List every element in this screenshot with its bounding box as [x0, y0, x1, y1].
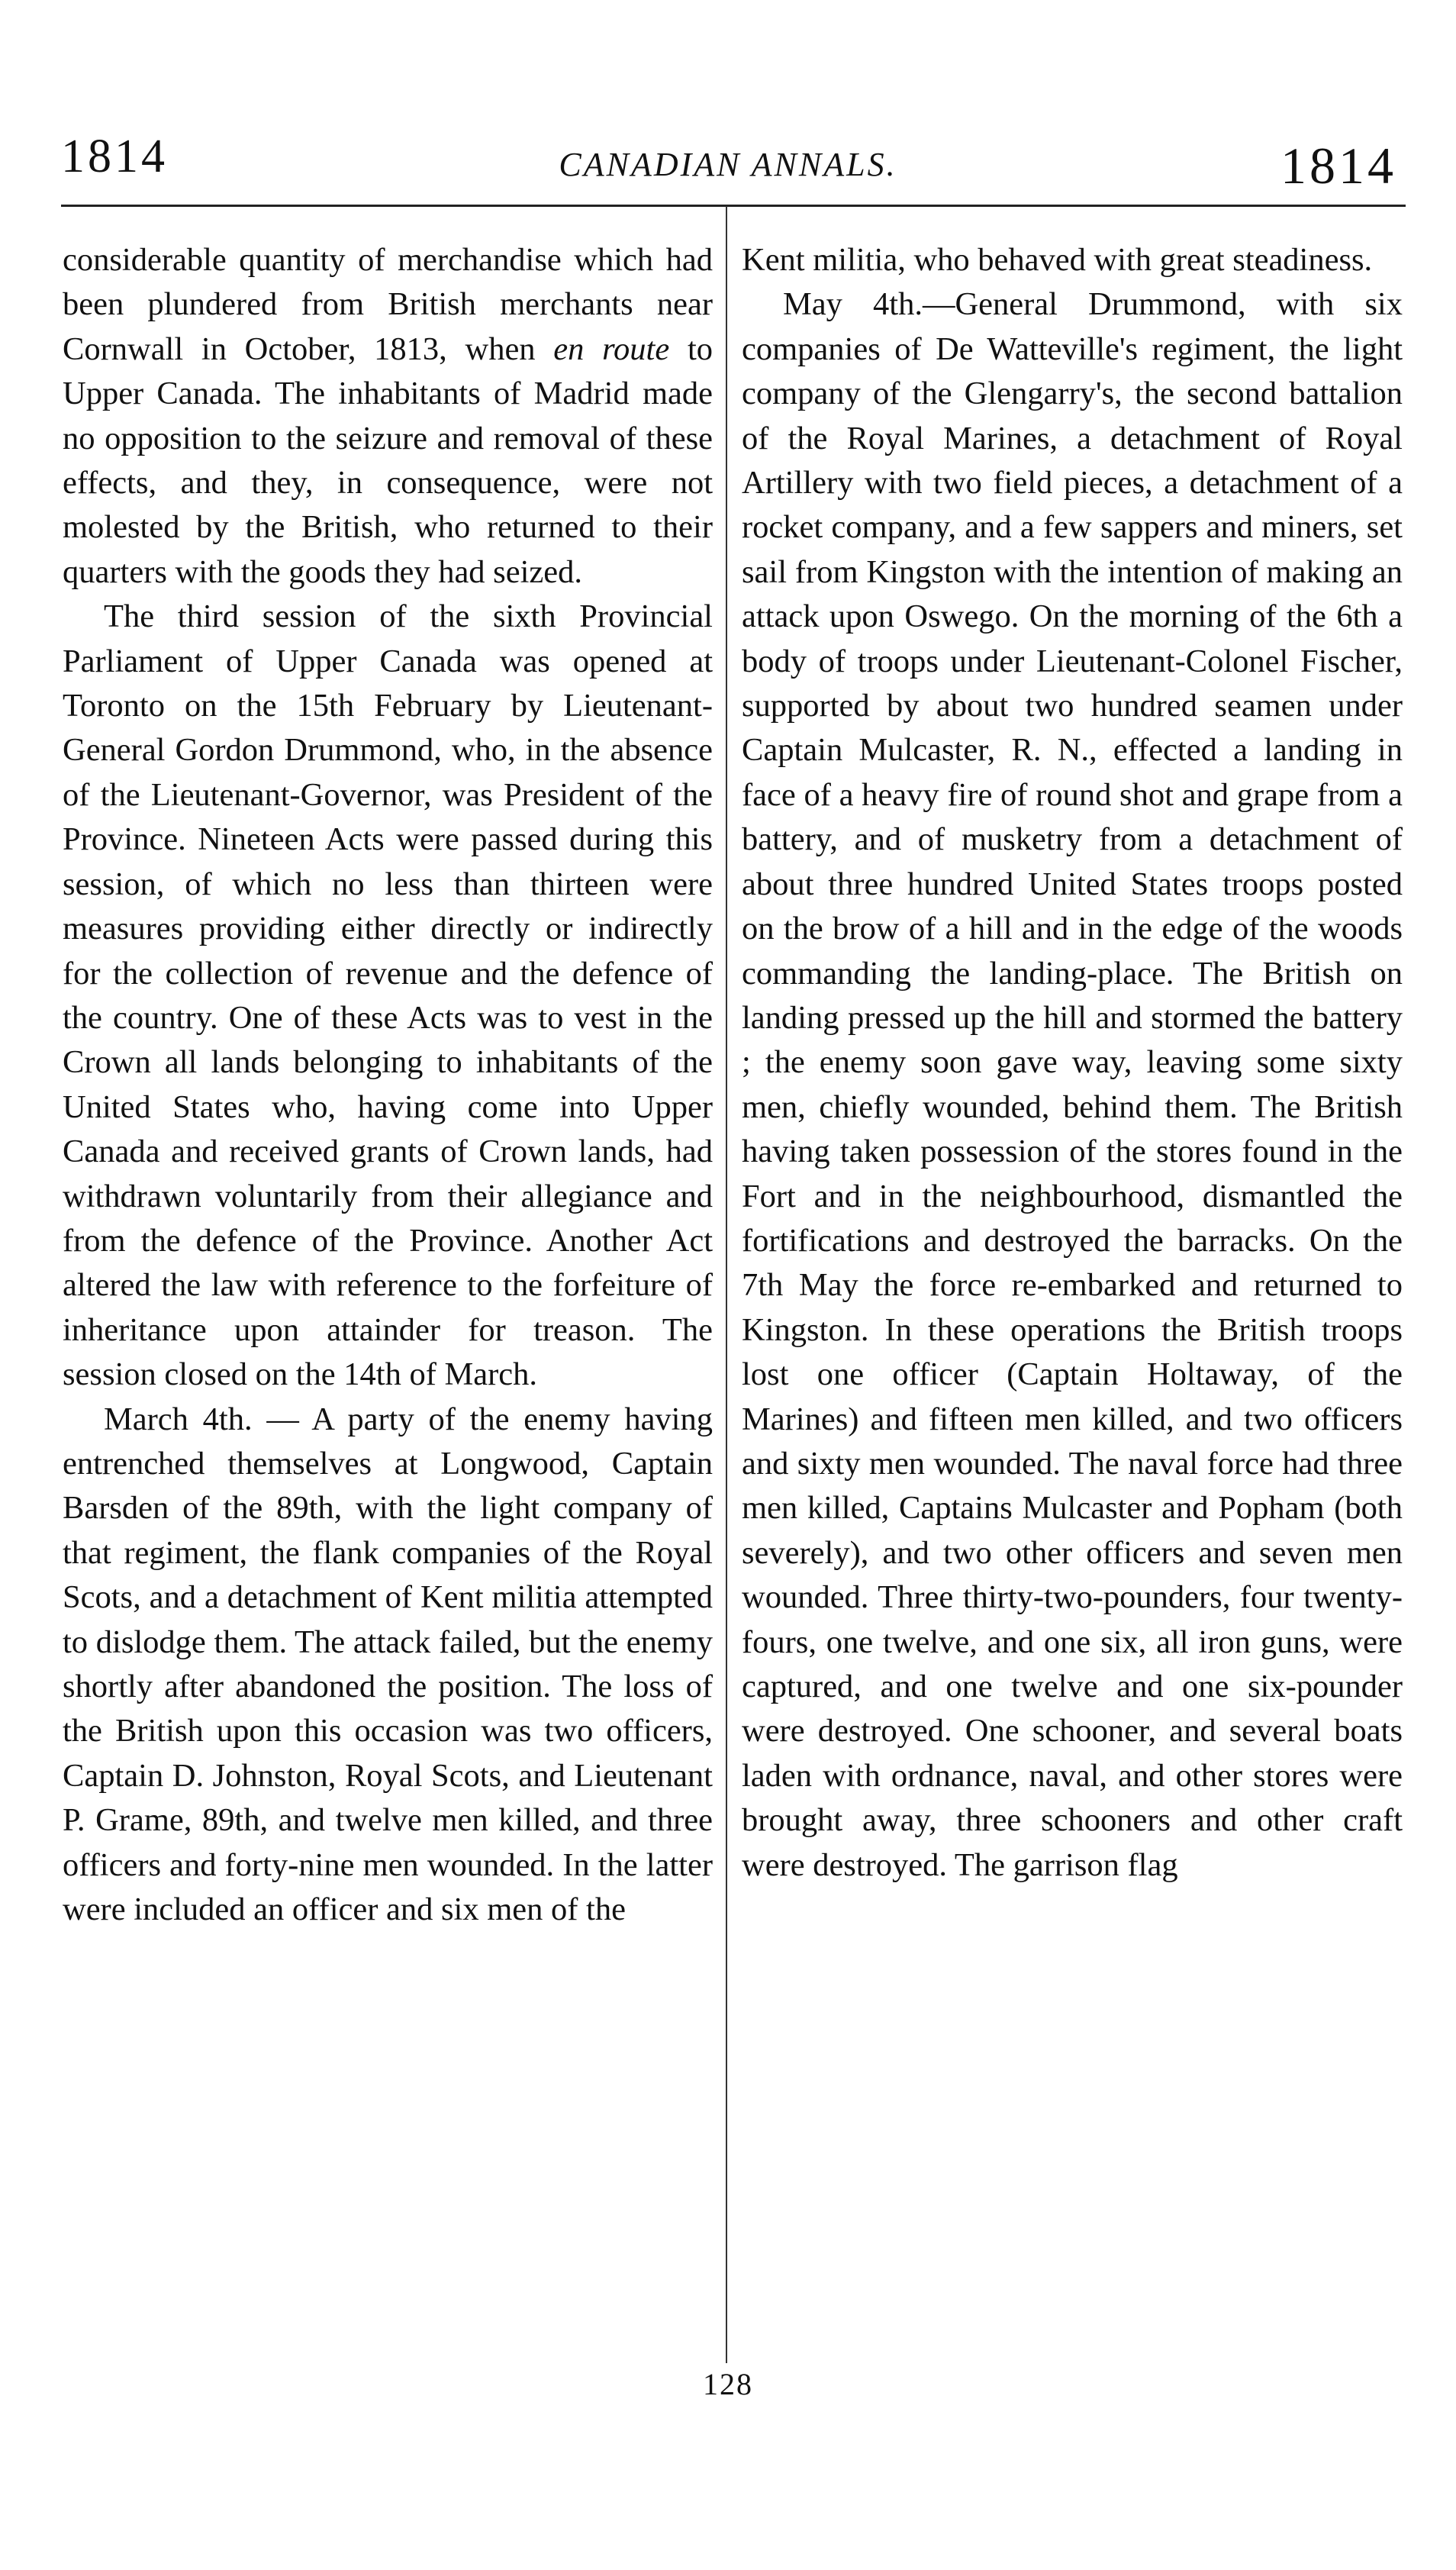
running-header — [46, 130, 1410, 214]
running-title: CANADIAN ANNALS. — [559, 146, 897, 183]
column-divider — [726, 206, 727, 2363]
right-column — [742, 238, 1403, 1888]
left-paragraph-3: March 4th. — A party of the enemy having entrenched themselves at Longwood, Captain Barsden of the 89th, with the light company of that regiment, the flank companies of the Royal Scots, and a detachment of Kent militia attempted to dislodge them. The attack failed, but the enemy shortly after abandoned the position. The loss of the British upon this occasion was two officers, Captain D. Johnston, Royal Scots, and Lieutenant P. Grame, 89th, and twelve men killed, and three officers and forty-nine men wounded. In the latter were included an officer and six men of the — [63, 1401, 713, 1928]
page-number: 128 — [703, 2367, 753, 2401]
header-year-right: 1814 — [1280, 137, 1396, 195]
left-paragraph-1 — [63, 238, 713, 595]
header-rule — [61, 205, 1406, 207]
right-paragraph-2: May 4th.—General Drummond, with six companies of De Watteville's regiment, the light company of the Glengarry's, the second battalion of the Royal Marines, a detachment of Royal Artillery with two field pieces, a detachment of a rocket company, and a few sappers and miners, set sail from Kingston with the intention of making an attack upon Oswego. On the morning of the 6th a body of troops under Lieutenant-Colonel Fischer, supported by about two hundred seamen under Captain Mulcaster, R. N., effected a landing in face of a heavy fire of round shot and grape from a battery, and of musketry from a detachment of about three hundred United States troops posted on the brow of a hill and in the edge of the woods commanding the landing-place. The British on landing pressed up the hill and stormed the battery ; the enemy soon gave way, leaving some sixty men, chiefly wounded, behind them. The British having taken possession of the stores found in the Fort and in the neighbourhood, dismantled the fortifications and destroyed the barracks. On the 7th May the force re-embarked and returned to Kingston. In these operations the British troops lost one officer (Captain Holtaway, of the Marines) and fifteen men killed, and two officers and sixty men wounded. The naval force had three men killed, Captains Mulcaster and Popham (both severely), and two other officers and seven men wounded. Three thirty-two-pounders, four twenty-fours, one twelve, and one six, all iron guns, were captured, and one twelve and one six-pounder were destroyed. One schooner, and several boats laden with ordnance, naval, and other stores were brought away, three schooners and other craft were destroyed. The garrison flag — [742, 286, 1403, 1883]
header-year-left: 1814 — [61, 131, 168, 182]
left-p1-text-b: to Upper Canada. The inhabitants of Madrid made no opposition to the seizure and removal of these effects, and they, in consequence, were not molested by the British, who returned to their quarters with the goods they had seized. — [63, 331, 714, 590]
left-p1-text-a: considerable quantity of merchandise which had been plundered from British merchants near Cornwall in October, 1813, when — [63, 242, 713, 367]
left-paragraph-2: The third session of the sixth Provincial Parliament of Upper Canada was opened at Toronto on the 15th February by Lieutenant-General Gordon Drummond, who, in the absence of the Lieutenant-Governor, was President of the Province. Nineteen Acts were passed during this session, of which no less than thirteen were measures providing either directly or indirectly for the collection of revenue and the defence of the country. One of these Acts was to vest in the Crown all lands belonging to inhabitants of the United States who, having come into Upper Canada and received grants of Crown lands, had withdrawn voluntarily from their allegiance and from the defence of the Province. Another Act altered the law with reference to the forfeiture of inheritance upon attainder for treason. The session closed on the 14th of March. — [63, 598, 713, 1393]
left-p1-italic: en route — [553, 331, 670, 367]
right-paragraph-1: Kent militia, who behaved with great steadiness. — [742, 242, 1373, 278]
left-column — [63, 238, 713, 1932]
